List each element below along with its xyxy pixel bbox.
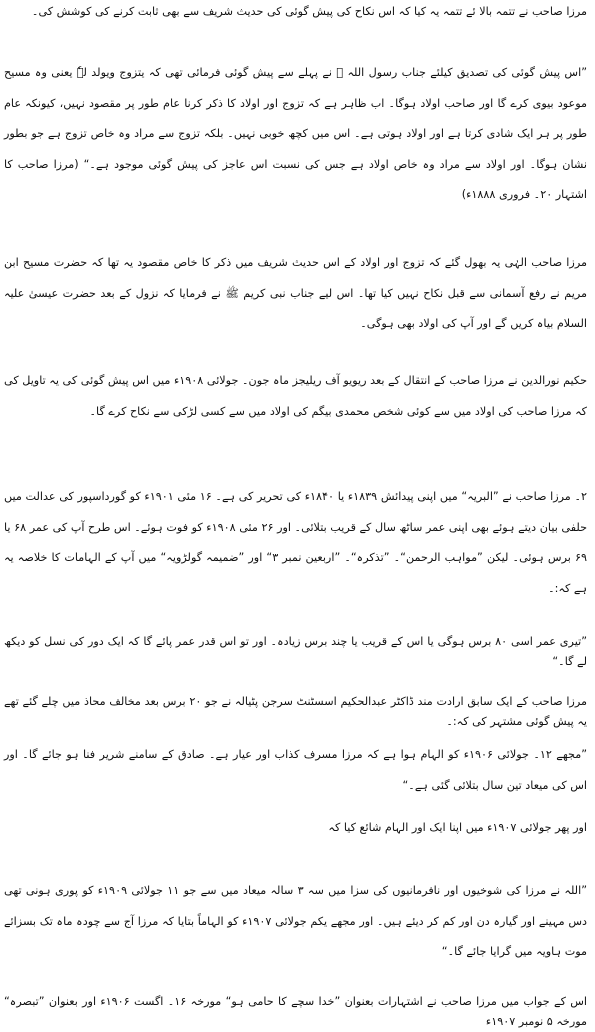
quote-hakim-revelation: ”مجھے ۱۲۔ جولائی ۱۹۰۶ء کو الہام ہوا ہے کہ مرزا مسرف کذاب اور عیار ہے۔ صادق کے سامنے شریر فنا ہو جائے گا۔ اور اس کی میعاد تین سال بتلائی گئی ہے۔“ [4, 748, 588, 792]
citation-text: (مرزا صاحب کا اشتہار ۲۰۔ فروری ۱۸۸۸ء) [4, 157, 587, 201]
intro-paragraph: مرزا صاحب نے تتمہ بالا ئے تتمہ یہ کیا کہ اس نکاح کی پیش گوئی کی حدیث شریف سے بھی ثابت کرنے کی کوشش کی۔ [31, 5, 587, 18]
paragraph-second-revelation-intro: اور پھر جولائی ۱۹۰۷ء میں اپنا ایک اور الہام شائع کیا کہ [328, 821, 587, 834]
paragraph-hadith-explanation: مرزا صاحب الہٰی یہ بھول گئے کہ تزوج اور اولاد کے اس حدیث شریف میں ذکر کا خاص مقصود یہ تھا کہ حضرت مسیح ابن مریم نے رفع آسمانی سے قبل نکاح نہیں کیا تھا۔ اس لیے جناب نبی کریم ﷺ نے فرمایا کہ نزول کے بعد حضرت عیسیٰ علیہ السلام بیاہ کریں گے اور آپ کی اولاد بھی ہوگی۔ [4, 256, 587, 330]
paragraph-hakim-nuruddin: حکیم نورالدین نے مرزا صاحب کے انتقال کے بعد ریویو آف ریلیجز ماہ جون۔ جولائی ۱۹۰۸ء میں اس پیش گوئی کی یہ تاویل کی کہ مرزا صاحب کی اولاد میں سے کوئی شخص محمدی بیگم کی اولاد میں سے کسی لڑکی سے نکاح کرے گا۔ [4, 374, 587, 418]
paragraph-reply: اس کے جواب میں مرزا صاحب نے اشتہارات بعنوان ”خدا سچے کا حامی ہو“ مورخہ ۱۶۔ اگست ۱۹۰۶ء اور بعنوان ”تبصرہ“ مورخہ ۵ نومبر ۱۹۰۷ء [4, 995, 588, 1028]
quote-prophecy-paragraph [4, 58, 587, 201]
paragraph-dr-abdul-hakim: مرزا صاحب کے ایک سابق ارادت مند ڈاکٹر عبدالحکیم اسسٹنٹ سرجن پٹیالہ نے جو ۲۰ برس بعد مخالف محاذ میں چلے گئے تھے یہ پیش گوئی مشتہر کی کہ:۔ [4, 695, 587, 728]
paragraph-age-prophecy: ۲۔ مرزا صاحب نے ”البریہ“ میں اپنی پیدائش ۱۸۳۹ء یا ۱۸۴۰ء کی تحریر کی ہے۔ ۱۶ مئی ۱۹۰۱ء کو گورداسپور کی عدالت میں حلفی بیان دیتے ہوئے بھی اپنی عمر ساٹھ سال کے قریب بتلائی۔ اور ۲۶ مئی ۱۹۰۸ء کو فوت ہوئے۔ اس طرح آپ کی عمر ۶۸ یا ۶۹ برس ہوئی۔ لیکن ”مواہب الرحمن“۔ ”تذکرہ“۔ ”اربعین نمبر ۳“ اور ”ضمیمہ گولڑویہ“ میں آپ کے الہامات کا خلاصہ یہ ہے کہ:۔ [4, 490, 588, 595]
quote-second-revelation: ”اللہ نے مرزا کی شوخیوں اور نافرمانیوں کی سزا میں سہ ۳ سالہ میعاد میں سے جو ۱۱ جولائی ۱۹۰۹ء کو پوری ہونی تھی دس مہینے اور گیارہ دن اور کم کر دیئے ہیں۔ اور مجھے یکم جولائی ۱۹۰۷ء کو الہاماً بتایا کہ مرزا آج سے چودہ ماہ تک بسزائے موت ہاویہ میں گرایا جائے گا۔“ [4, 884, 588, 958]
quote-age-revelation: ”تیری عمر اسی ۸۰ برس ہوگی یا اس کے قریب یا چند برس زیادہ۔ اور تو اس قدر عمر پائے گا کہ ایک دور کی نسل کو دیکھ لے گا۔“ [4, 635, 587, 668]
quote-prophecy-text: ”اس پیش گوئی کی تصدیق کیلئے جناب رسول اللہ ﷺ نے پہلے سے پیش گوئی فرمائی تھی کہ یتزوج ویولد لہٗ یعنی وہ مسیح موعود بیوی کرے گا اور صاحب اولاد ہوگا۔ اب ظاہر ہے کہ تزوج اور اولاد کا ذکر کرنا عام طور پر مقصود نہیں، کیونکہ عام طور پر ہر ایک شادی کرتا ہے اور اولاد ہوتی ہے۔ اس میں کچھ خوبی نہیں۔ بلکہ تزوج سے مراد وہ خاص تزوج ہے جو بطور نشان ہوگا۔ اور اولاد سے مراد وہ خاص اولاد ہے جس کی نسبت اس عاجز کی پیش گوئی موجود ہے۔“ [4, 66, 587, 171]
